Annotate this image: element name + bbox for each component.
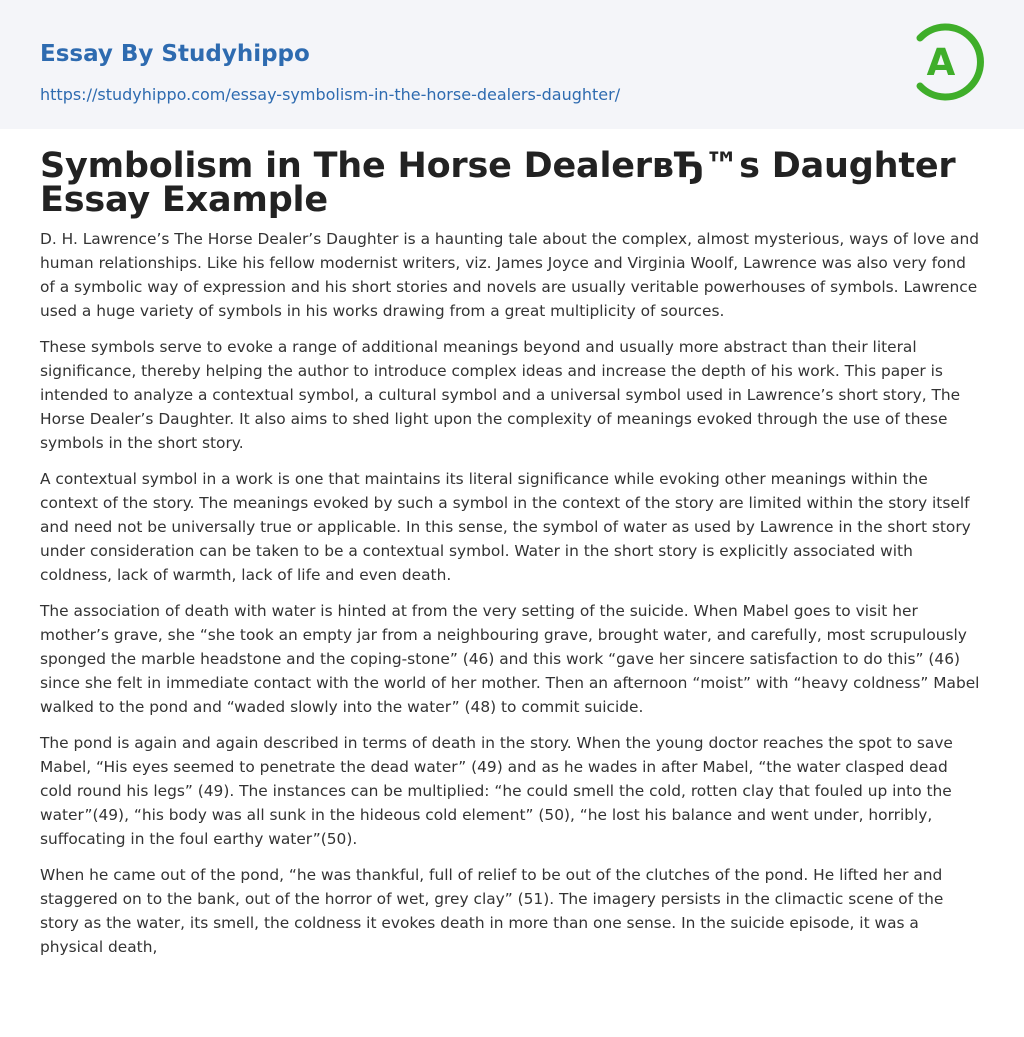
studyhippo-logo-icon[interactable] bbox=[910, 18, 988, 106]
article-title: Symbolism in The Horse DealerвЂ™s Daughter Essay Example bbox=[40, 146, 956, 220]
site-brand[interactable]: Essay By Studyhippo bbox=[40, 41, 310, 67]
logo-letter: A bbox=[926, 41, 956, 84]
article-paragraph: The pond is again and again described in terms of death in the story. When the young doctor reaches the spot to save Mabel, “His eyes seemed to penetrate the dead water” (49) and as he wades in after Mabel, “the water clasped dead cold round his legs” (49). The instances can be multiplied: “he could smell the cold, rotten clay that fouled up into the water”(49), “his body was all sunk in the hideous cold element” (50), “he lost his balance and went under, horribly, suffocating in the foul earthy water”(50). bbox=[40, 734, 953, 848]
article-paragraph: When he came out of the pond, “he was thankful, full of relief to be out of the clutches of the pond. He lifted her and staggered on to the bank, out of the horror of wet, grey clay” (51). The imagery persists in the climactic scene of the story as the water, its smell, the coldness it evokes death in more than one sense. In the suicide episode, it was a physical death, bbox=[40, 866, 944, 956]
article-paragraph: The association of death with water is hinted at from the very setting of the suicide. When Mabel goes to visit her mother’s grave, she “she took an empty jar from a neighbouring grave, brought water, and carefully, most scrupulously sponged the marble headstone and the coping-stone” (46) and this work “gave her sincere satisfaction to do this” (46) since she felt in immediate contact with the world of her mother. Then an afternoon “moist” with “heavy coldness” Mabel walked to the pond and “waded slowly into the water” (48) to commit suicide. bbox=[40, 602, 980, 716]
article-paragraph: D. H. Lawrence’s The Horse Dealer’s Daughter is a haunting tale about the complex, almost mysterious, ways of love and human relationships. Like his fellow modernist writers, viz. James Joyce and Virginia Woolf, Lawrence was also very fond of a symbolic way of expression and his short stories and novels are usually veritable powerhouses of symbols. Lawrence used a huge variety of symbols in his works drawing from a great multiplicity of sources. bbox=[40, 230, 980, 320]
article-content bbox=[0, 146, 1024, 959]
article-paragraph: A contextual symbol in a work is one that maintains its literal significance while evoking other meanings within the context of the story. The meanings evoked by such a symbol in the context of the story are limited within the story itself and need not be universally true or applicable. In this sense, the symbol of water as used by Lawrence in the short story under consideration can be taken to be a contextual symbol. Water in the short story is explicitly associated with coldness, lack of warmth, lack of life and even death. bbox=[40, 470, 971, 584]
article-paragraph: These symbols serve to evoke a range of additional meanings beyond and usually more abstract than their literal significance, thereby helping the author to introduce complex ideas and increase the depth of his work. This paper is intended to analyze a contextual symbol, a cultural symbol and a universal symbol used in Lawrence’s short story, The Horse Dealer’s Daughter. It also aims to shed light upon the complexity of meanings evoked through the use of these symbols in the short story. bbox=[40, 338, 961, 452]
site-header bbox=[0, 0, 1024, 129]
source-url-link[interactable]: https://studyhippo.com/essay-symbolism-in-the-horse-dealers-daughter/ bbox=[40, 85, 621, 104]
